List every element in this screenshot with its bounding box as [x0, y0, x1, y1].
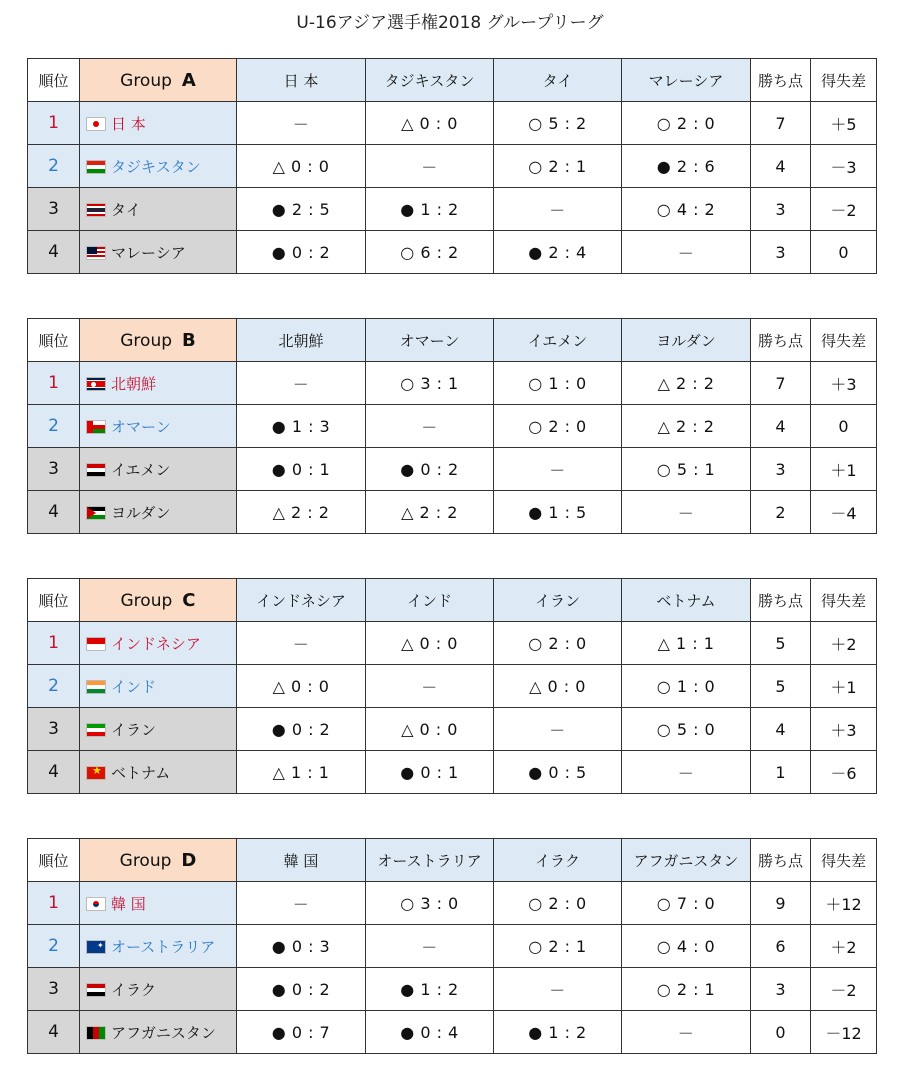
result-cell: ○ 1 : 0	[622, 665, 751, 708]
vietnam-flag-icon	[86, 766, 106, 780]
team-name: 北朝鮮	[111, 374, 157, 393]
result-cell: ● 0 : 1	[237, 448, 366, 491]
goal-diff-cell: ＋2	[811, 925, 877, 968]
result-cell: ○ 5 : 2	[494, 102, 622, 145]
table-row	[28, 231, 877, 274]
result-cell: ○ 6 : 2	[366, 231, 494, 274]
table-row	[28, 448, 877, 491]
rank-cell: 3	[28, 968, 80, 1011]
result-cell: ● 0 : 2	[237, 968, 366, 1011]
points-header: 勝ち点	[751, 579, 811, 622]
column-header: 日 本	[237, 59, 366, 102]
result-cell: ○ 4 : 0	[622, 925, 751, 968]
group-a-table	[27, 58, 877, 274]
points-cell: 5	[751, 622, 811, 665]
result-cell: ● 0 : 2	[366, 448, 494, 491]
header-row	[28, 319, 877, 362]
column-header: イラン	[494, 579, 622, 622]
result-cell: ● 1 : 2	[494, 1011, 622, 1054]
points-header: 勝ち点	[751, 839, 811, 882]
group-letter: B	[182, 329, 196, 351]
table-row	[28, 665, 877, 708]
team-cell	[80, 491, 237, 534]
result-cell: △ 1 : 1	[622, 622, 751, 665]
team-name: マレーシア	[111, 243, 186, 262]
group-letter: A	[181, 69, 196, 91]
goal-diff-header: 得失差	[811, 59, 877, 102]
iran-flag-icon	[86, 723, 106, 737]
team-name: インド	[111, 677, 157, 696]
team-cell	[80, 231, 237, 274]
rank-cell: 3	[28, 448, 80, 491]
team-cell	[80, 362, 237, 405]
goal-diff-cell: ＋2	[811, 622, 877, 665]
result-cell: ○ 2 : 1	[494, 925, 622, 968]
header-row	[28, 59, 877, 102]
result-cell: －	[494, 708, 622, 751]
result-cell: －	[622, 1011, 751, 1054]
result-cell: ● 0 : 3	[237, 925, 366, 968]
column-header: イラク	[494, 839, 622, 882]
yemen-flag-icon	[86, 463, 106, 477]
result-cell: △ 0 : 0	[237, 665, 366, 708]
rank-cell: 1	[28, 882, 80, 925]
result-cell: ● 0 : 2	[237, 231, 366, 274]
table-row	[28, 882, 877, 925]
rank-cell: 2	[28, 145, 80, 188]
points-cell: 3	[751, 968, 811, 1011]
team-cell	[80, 102, 237, 145]
result-cell: ○ 2 : 0	[622, 102, 751, 145]
result-cell: △ 2 : 2	[622, 362, 751, 405]
team-name: イラク	[111, 980, 157, 999]
table-row	[28, 491, 877, 534]
goal-diff-cell: ＋1	[811, 665, 877, 708]
points-cell: 6	[751, 925, 811, 968]
japan-flag-icon	[86, 117, 106, 131]
group-letter: D	[181, 849, 197, 871]
rank-cell: 2	[28, 665, 80, 708]
indonesia-flag-icon	[86, 637, 106, 651]
goal-diff-header: 得失差	[811, 839, 877, 882]
points-cell: 4	[751, 708, 811, 751]
thailand-flag-icon	[86, 203, 106, 217]
team-cell	[80, 188, 237, 231]
goal-diff-cell: ＋12	[811, 882, 877, 925]
goal-diff-cell: －6	[811, 751, 877, 794]
points-cell: 4	[751, 405, 811, 448]
result-cell: ● 0 : 1	[366, 751, 494, 794]
goal-diff-cell: －3	[811, 145, 877, 188]
result-cell: ○ 2 : 0	[494, 622, 622, 665]
goal-diff-cell: －2	[811, 188, 877, 231]
result-cell: －	[237, 362, 366, 405]
column-header: ヨルダン	[622, 319, 751, 362]
rank-cell: 4	[28, 751, 80, 794]
team-name: インドネシア	[111, 634, 201, 653]
points-cell: 3	[751, 448, 811, 491]
points-cell: 3	[751, 231, 811, 274]
column-header: インドネシア	[237, 579, 366, 622]
result-cell: ● 0 : 5	[494, 751, 622, 794]
result-cell: △ 1 : 1	[237, 751, 366, 794]
result-cell: －	[237, 622, 366, 665]
column-header: アフガニスタン	[622, 839, 751, 882]
rank-header: 順位	[28, 579, 80, 622]
result-cell: －	[237, 882, 366, 925]
goal-diff-cell: 0	[811, 231, 877, 274]
korea-flag-icon	[86, 897, 106, 911]
rank-header: 順位	[28, 319, 80, 362]
jordan-flag-icon	[86, 506, 106, 520]
group-d-table	[27, 838, 877, 1054]
table-row	[28, 708, 877, 751]
result-cell: ● 2 : 4	[494, 231, 622, 274]
result-cell: －	[366, 925, 494, 968]
result-cell: ● 2 : 5	[237, 188, 366, 231]
team-cell	[80, 665, 237, 708]
result-cell: ● 1 : 3	[237, 405, 366, 448]
rank-cell: 3	[28, 708, 80, 751]
column-header: タイ	[494, 59, 622, 102]
result-cell: ○ 1 : 0	[494, 362, 622, 405]
rank-cell: 1	[28, 622, 80, 665]
table-row	[28, 145, 877, 188]
team-cell	[80, 448, 237, 491]
team-cell	[80, 925, 237, 968]
team-name: 韓 国	[111, 894, 146, 913]
column-header: イエメン	[494, 319, 622, 362]
result-cell: △ 0 : 0	[494, 665, 622, 708]
north-korea-flag-icon	[86, 377, 106, 391]
team-cell	[80, 145, 237, 188]
column-header: マレーシア	[622, 59, 751, 102]
result-cell: －	[622, 751, 751, 794]
goal-diff-cell: ＋5	[811, 102, 877, 145]
group-c-table	[27, 578, 877, 794]
afghanistan-flag-icon	[86, 1026, 106, 1040]
rank-cell: 4	[28, 1011, 80, 1054]
result-cell: △ 0 : 0	[237, 145, 366, 188]
group-header: Group B	[80, 319, 237, 362]
points-cell: 1	[751, 751, 811, 794]
rank-cell: 3	[28, 188, 80, 231]
australia-flag-icon	[86, 940, 106, 954]
team-cell	[80, 968, 237, 1011]
rank-cell: 2	[28, 925, 80, 968]
goal-diff-header: 得失差	[811, 319, 877, 362]
result-cell: ○ 5 : 0	[622, 708, 751, 751]
result-cell: ○ 2 : 1	[494, 145, 622, 188]
table-row	[28, 1011, 877, 1054]
team-name: イエメン	[111, 460, 171, 479]
rank-cell: 4	[28, 231, 80, 274]
team-name: タイ	[111, 200, 141, 219]
result-cell: ○ 2 : 0	[494, 882, 622, 925]
team-name: 日 本	[111, 114, 146, 133]
team-name: ヨルダン	[111, 503, 171, 522]
column-header: オマーン	[366, 319, 494, 362]
goal-diff-cell: 0	[811, 405, 877, 448]
team-name: アフガニスタン	[111, 1023, 216, 1042]
result-cell: ○ 3 : 0	[366, 882, 494, 925]
result-cell: △ 0 : 0	[366, 622, 494, 665]
team-name: イラン	[111, 720, 157, 739]
goal-diff-header: 得失差	[811, 579, 877, 622]
goal-diff-cell: －2	[811, 968, 877, 1011]
result-cell: △ 2 : 2	[366, 491, 494, 534]
result-cell: △ 2 : 2	[237, 491, 366, 534]
result-cell: －	[494, 968, 622, 1011]
iraq-flag-icon	[86, 983, 106, 997]
group-header: Group D	[80, 839, 237, 882]
result-cell: －	[622, 231, 751, 274]
result-cell: －	[494, 448, 622, 491]
result-cell: －	[622, 491, 751, 534]
result-cell: ○ 2 : 1	[622, 968, 751, 1011]
team-name: オマーン	[111, 417, 171, 436]
rank-cell: 1	[28, 362, 80, 405]
table-row	[28, 968, 877, 1011]
rank-header: 順位	[28, 839, 80, 882]
page-title: U-16アジア選手権2018 グループリーグ	[296, 13, 604, 33]
result-cell: －	[366, 665, 494, 708]
result-cell: ● 0 : 7	[237, 1011, 366, 1054]
points-header: 勝ち点	[751, 319, 811, 362]
rank-cell: 4	[28, 491, 80, 534]
team-name: タジキスタン	[111, 157, 201, 176]
points-cell: 5	[751, 665, 811, 708]
points-cell: 7	[751, 102, 811, 145]
result-cell: ○ 7 : 0	[622, 882, 751, 925]
group-b-table	[27, 318, 877, 534]
column-header: タジキスタン	[366, 59, 494, 102]
india-flag-icon	[86, 680, 106, 694]
points-cell: 2	[751, 491, 811, 534]
points-cell: 3	[751, 188, 811, 231]
malaysia-flag-icon	[86, 246, 106, 260]
result-cell: －	[237, 102, 366, 145]
result-cell: ● 1 : 2	[366, 968, 494, 1011]
points-header: 勝ち点	[751, 59, 811, 102]
goal-diff-cell: ＋3	[811, 362, 877, 405]
result-cell: ○ 5 : 1	[622, 448, 751, 491]
result-cell: ○ 2 : 0	[494, 405, 622, 448]
team-cell	[80, 751, 237, 794]
column-header: オーストラリア	[366, 839, 494, 882]
result-cell: △ 0 : 0	[366, 708, 494, 751]
result-cell: △ 2 : 2	[622, 405, 751, 448]
result-cell: ○ 3 : 1	[366, 362, 494, 405]
oman-flag-icon	[86, 420, 106, 434]
points-cell: 9	[751, 882, 811, 925]
table-row	[28, 102, 877, 145]
group-header: Group A	[80, 59, 237, 102]
header-row	[28, 839, 877, 882]
result-cell: ● 0 : 2	[237, 708, 366, 751]
table-row	[28, 405, 877, 448]
result-cell: ● 2 : 6	[622, 145, 751, 188]
table-row	[28, 925, 877, 968]
team-cell	[80, 708, 237, 751]
goal-diff-cell: －4	[811, 491, 877, 534]
column-header: 韓 国	[237, 839, 366, 882]
result-cell: ● 1 : 5	[494, 491, 622, 534]
column-header: 北朝鮮	[237, 319, 366, 362]
rank-header: 順位	[28, 59, 80, 102]
goal-diff-cell: ＋1	[811, 448, 877, 491]
result-cell: ● 1 : 2	[366, 188, 494, 231]
points-cell: 7	[751, 362, 811, 405]
header-row	[28, 579, 877, 622]
goal-diff-cell: ＋3	[811, 708, 877, 751]
table-row	[28, 622, 877, 665]
column-header: インド	[366, 579, 494, 622]
column-header: ベトナム	[622, 579, 751, 622]
team-cell	[80, 622, 237, 665]
result-cell: －	[366, 405, 494, 448]
result-cell: －	[366, 145, 494, 188]
points-cell: 0	[751, 1011, 811, 1054]
result-cell: △ 0 : 0	[366, 102, 494, 145]
team-cell	[80, 1011, 237, 1054]
points-cell: 4	[751, 145, 811, 188]
team-name: ベトナム	[111, 763, 171, 782]
team-cell	[80, 882, 237, 925]
team-cell	[80, 405, 237, 448]
table-row	[28, 751, 877, 794]
group-letter: C	[182, 589, 196, 611]
group-header: Group C	[80, 579, 237, 622]
result-cell: ○ 4 : 2	[622, 188, 751, 231]
table-row	[28, 362, 877, 405]
table-row	[28, 188, 877, 231]
team-name: オーストラリア	[111, 937, 216, 956]
rank-cell: 1	[28, 102, 80, 145]
result-cell: ● 0 : 4	[366, 1011, 494, 1054]
result-cell: －	[494, 188, 622, 231]
goal-diff-cell: －12	[811, 1011, 877, 1054]
rank-cell: 2	[28, 405, 80, 448]
tajikistan-flag-icon	[86, 160, 106, 174]
